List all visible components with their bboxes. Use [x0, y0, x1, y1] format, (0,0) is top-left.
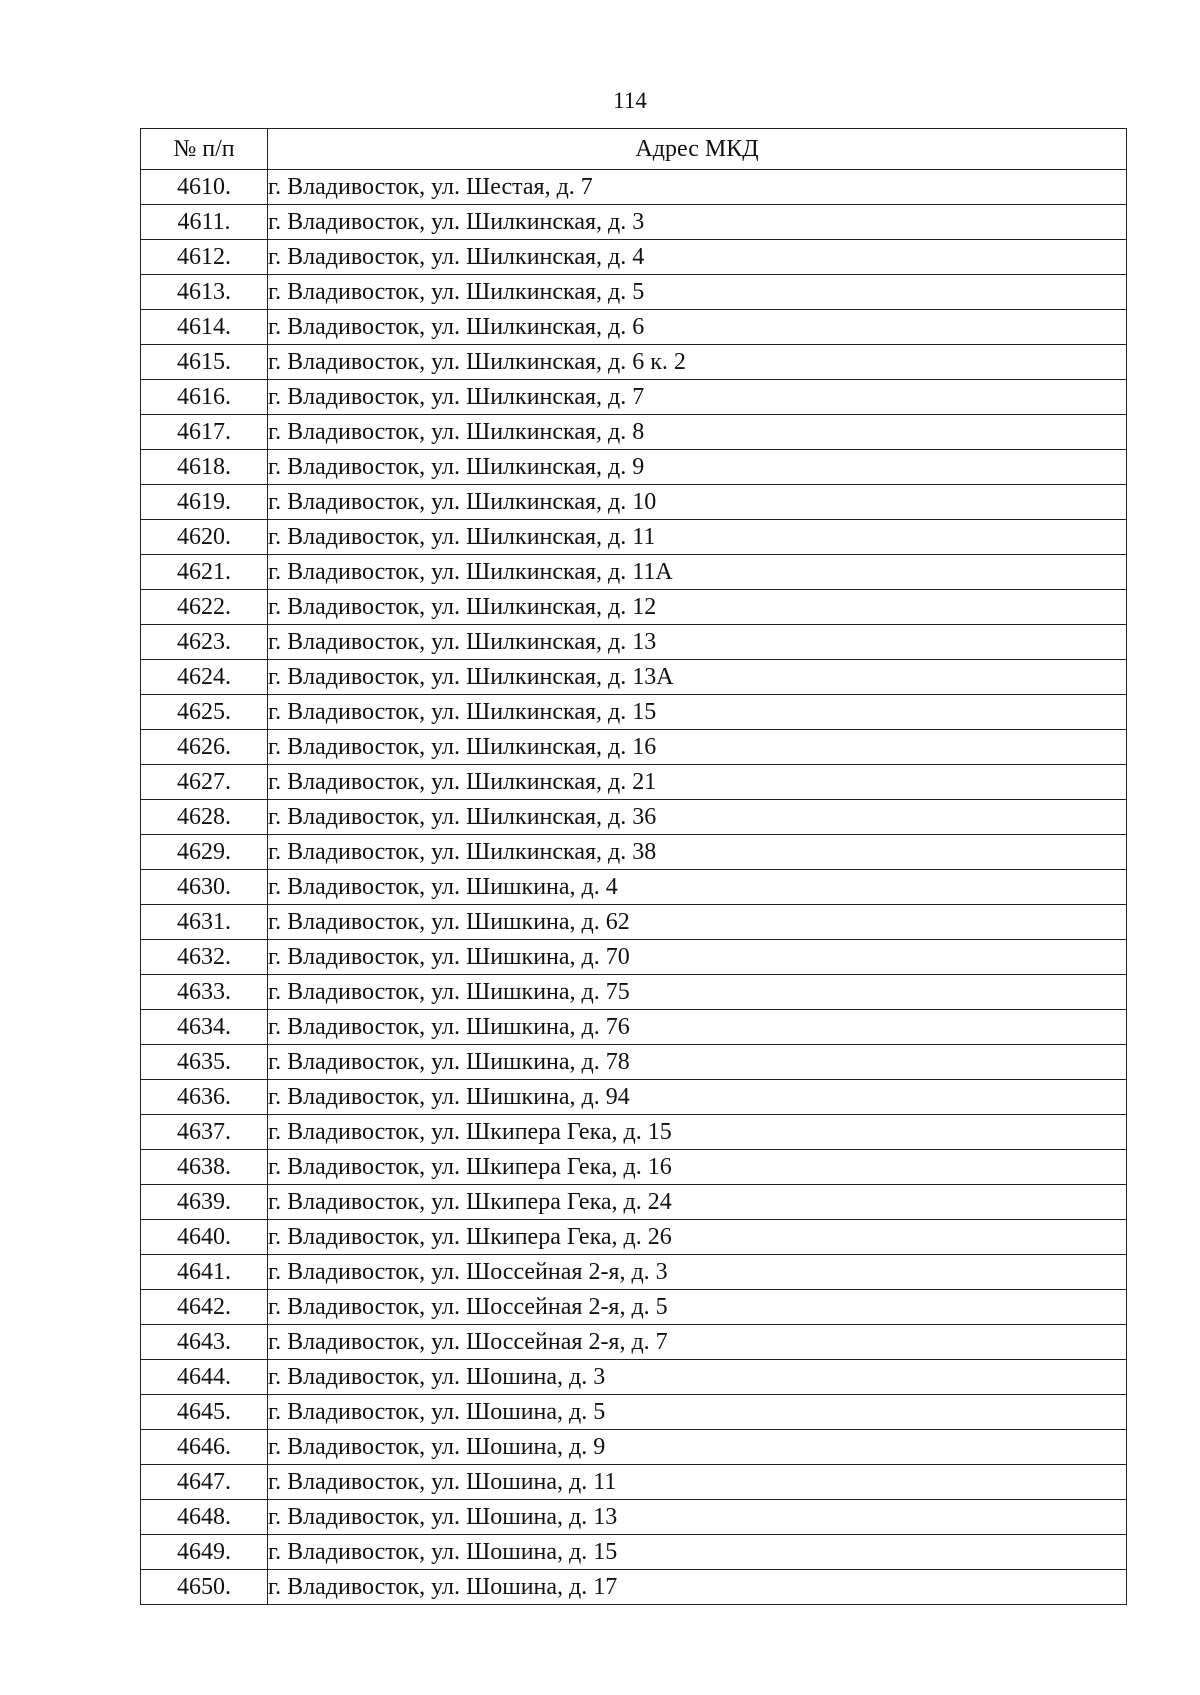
- table-row: [141, 485, 1127, 520]
- row-number: 4642.: [141, 1290, 268, 1325]
- header-number: № п/п: [141, 129, 268, 170]
- table-row: [141, 975, 1127, 1010]
- table-row: [141, 1045, 1127, 1080]
- row-number: 4628.: [141, 800, 268, 835]
- table-row: [141, 1325, 1127, 1360]
- row-address: г. Владивосток, ул. Шкипера Гека, д. 24: [268, 1185, 1127, 1220]
- table-row: [141, 205, 1127, 240]
- row-number: 4649.: [141, 1535, 268, 1570]
- row-address: г. Владивосток, ул. Шошина, д. 3: [268, 1360, 1127, 1395]
- table-row: [141, 1570, 1127, 1605]
- table-row: [141, 800, 1127, 835]
- row-number: 4627.: [141, 765, 268, 800]
- row-address: г. Владивосток, ул. Шоссейная 2-я, д. 3: [268, 1255, 1127, 1290]
- table-row: [141, 1255, 1127, 1290]
- table-row: [141, 940, 1127, 975]
- row-address: г. Владивосток, ул. Шилкинская, д. 9: [268, 450, 1127, 485]
- row-number: 4621.: [141, 555, 268, 590]
- row-number: 4616.: [141, 380, 268, 415]
- row-address: г. Владивосток, ул. Шкипера Гека, д. 15: [268, 1115, 1127, 1150]
- row-address: г. Владивосток, ул. Шошина, д. 9: [268, 1430, 1127, 1465]
- table-row: [141, 1115, 1127, 1150]
- address-table: [140, 128, 1127, 1605]
- row-number: 4631.: [141, 905, 268, 940]
- row-address: г. Владивосток, ул. Шилкинская, д. 11: [268, 520, 1127, 555]
- table-row: [141, 345, 1127, 380]
- row-number: 4644.: [141, 1360, 268, 1395]
- table-row: [141, 695, 1127, 730]
- row-address: г. Владивосток, ул. Шкипера Гека, д. 26: [268, 1220, 1127, 1255]
- table-row: [141, 1430, 1127, 1465]
- table-row: [141, 450, 1127, 485]
- row-address: г. Владивосток, ул. Шилкинская, д. 8: [268, 415, 1127, 450]
- row-number: 4613.: [141, 275, 268, 310]
- row-number: 4614.: [141, 310, 268, 345]
- table-row: [141, 520, 1127, 555]
- row-number: 4633.: [141, 975, 268, 1010]
- row-number: 4648.: [141, 1500, 268, 1535]
- row-number: 4625.: [141, 695, 268, 730]
- table-row: [141, 1185, 1127, 1220]
- row-number: 4634.: [141, 1010, 268, 1045]
- table-row: [141, 730, 1127, 765]
- table-row: [141, 835, 1127, 870]
- row-address: г. Владивосток, ул. Шилкинская, д. 13А: [268, 660, 1127, 695]
- table-row: [141, 310, 1127, 345]
- row-address: г. Владивосток, ул. Шкипера Гека, д. 16: [268, 1150, 1127, 1185]
- row-number: 4618.: [141, 450, 268, 485]
- table-row: [141, 170, 1127, 205]
- row-address: г. Владивосток, ул. Шилкинская, д. 5: [268, 275, 1127, 310]
- row-address: г. Владивосток, ул. Шишкина, д. 76: [268, 1010, 1127, 1045]
- row-number: 4629.: [141, 835, 268, 870]
- row-address: г. Владивосток, ул. Шишкина, д. 75: [268, 975, 1127, 1010]
- row-address: г. Владивосток, ул. Шилкинская, д. 6 к. 2: [268, 345, 1127, 380]
- row-number: 4637.: [141, 1115, 268, 1150]
- row-number: 4641.: [141, 1255, 268, 1290]
- table-row: [141, 1290, 1127, 1325]
- row-address: г. Владивосток, ул. Шишкина, д. 78: [268, 1045, 1127, 1080]
- row-address: г. Владивосток, ул. Шишкина, д. 4: [268, 870, 1127, 905]
- row-address: г. Владивосток, ул. Шилкинская, д. 6: [268, 310, 1127, 345]
- row-address: г. Владивосток, ул. Шилкинская, д. 3: [268, 205, 1127, 240]
- page-number: 114: [613, 88, 647, 113]
- row-address: г. Владивосток, ул. Шошина, д. 15: [268, 1535, 1127, 1570]
- row-address: г. Владивосток, ул. Шошина, д. 5: [268, 1395, 1127, 1430]
- table-row: [141, 1395, 1127, 1430]
- table-row: [141, 555, 1127, 590]
- table-body: [141, 170, 1127, 1605]
- header-address: Адрес МКД: [268, 129, 1127, 170]
- row-number: 4635.: [141, 1045, 268, 1080]
- table-row: [141, 590, 1127, 625]
- row-address: г. Владивосток, ул. Шилкинская, д. 10: [268, 485, 1127, 520]
- table-row: [141, 625, 1127, 660]
- row-number: 4630.: [141, 870, 268, 905]
- row-number: 4611.: [141, 205, 268, 240]
- table-row: [141, 415, 1127, 450]
- row-address: г. Владивосток, ул. Шишкина, д. 62: [268, 905, 1127, 940]
- row-address: г. Владивосток, ул. Шилкинская, д. 21: [268, 765, 1127, 800]
- table-row: [141, 905, 1127, 940]
- row-number: 4617.: [141, 415, 268, 450]
- row-number: 4650.: [141, 1570, 268, 1605]
- table-row: [141, 240, 1127, 275]
- row-number: 4646.: [141, 1430, 268, 1465]
- table-header-row: [141, 129, 1127, 170]
- table-row: [141, 765, 1127, 800]
- row-address: г. Владивосток, ул. Шишкина, д. 94: [268, 1080, 1127, 1115]
- row-address: г. Владивосток, ул. Шестая, д. 7: [268, 170, 1127, 205]
- table-row: [141, 1360, 1127, 1395]
- row-address: г. Владивосток, ул. Шилкинская, д. 7: [268, 380, 1127, 415]
- row-address: г. Владивосток, ул. Шилкинская, д. 13: [268, 625, 1127, 660]
- table-row: [141, 660, 1127, 695]
- row-address: г. Владивосток, ул. Шилкинская, д. 38: [268, 835, 1127, 870]
- row-address: г. Владивосток, ул. Шоссейная 2-я, д. 7: [268, 1325, 1127, 1360]
- table-row: [141, 1465, 1127, 1500]
- row-number: 4643.: [141, 1325, 268, 1360]
- row-address: г. Владивосток, ул. Шилкинская, д. 36: [268, 800, 1127, 835]
- row-number: 4612.: [141, 240, 268, 275]
- row-address: г. Владивосток, ул. Шилкинская, д. 12: [268, 590, 1127, 625]
- row-number: 4610.: [141, 170, 268, 205]
- row-address: г. Владивосток, ул. Шошина, д. 13: [268, 1500, 1127, 1535]
- table-row: [141, 380, 1127, 415]
- row-number: 4619.: [141, 485, 268, 520]
- row-number: 4622.: [141, 590, 268, 625]
- row-address: г. Владивосток, ул. Шошина, д. 11: [268, 1465, 1127, 1500]
- row-address: г. Владивосток, ул. Шоссейная 2-я, д. 5: [268, 1290, 1127, 1325]
- row-address: г. Владивосток, ул. Шилкинская, д. 15: [268, 695, 1127, 730]
- row-number: 4647.: [141, 1465, 268, 1500]
- table-row: [141, 1080, 1127, 1115]
- row-number: 4645.: [141, 1395, 268, 1430]
- row-number: 4638.: [141, 1150, 268, 1185]
- row-number: 4624.: [141, 660, 268, 695]
- table-row: [141, 1535, 1127, 1570]
- table-row: [141, 275, 1127, 310]
- row-number: 4639.: [141, 1185, 268, 1220]
- row-address: г. Владивосток, ул. Шилкинская, д. 16: [268, 730, 1127, 765]
- row-address: г. Владивосток, ул. Шишкина, д. 70: [268, 940, 1127, 975]
- table-row: [141, 1220, 1127, 1255]
- row-number: 4636.: [141, 1080, 268, 1115]
- row-number: 4640.: [141, 1220, 268, 1255]
- row-number: 4620.: [141, 520, 268, 555]
- row-address: г. Владивосток, ул. Шилкинская, д. 4: [268, 240, 1127, 275]
- row-address: г. Владивосток, ул. Шилкинская, д. 11А: [268, 555, 1127, 590]
- row-number: 4615.: [141, 345, 268, 380]
- row-number: 4626.: [141, 730, 268, 765]
- table-row: [141, 1500, 1127, 1535]
- table-row: [141, 1150, 1127, 1185]
- table-row: [141, 870, 1127, 905]
- row-number: 4632.: [141, 940, 268, 975]
- row-number: 4623.: [141, 625, 268, 660]
- row-address: г. Владивосток, ул. Шошина, д. 17: [268, 1570, 1127, 1605]
- table-row: [141, 1010, 1127, 1045]
